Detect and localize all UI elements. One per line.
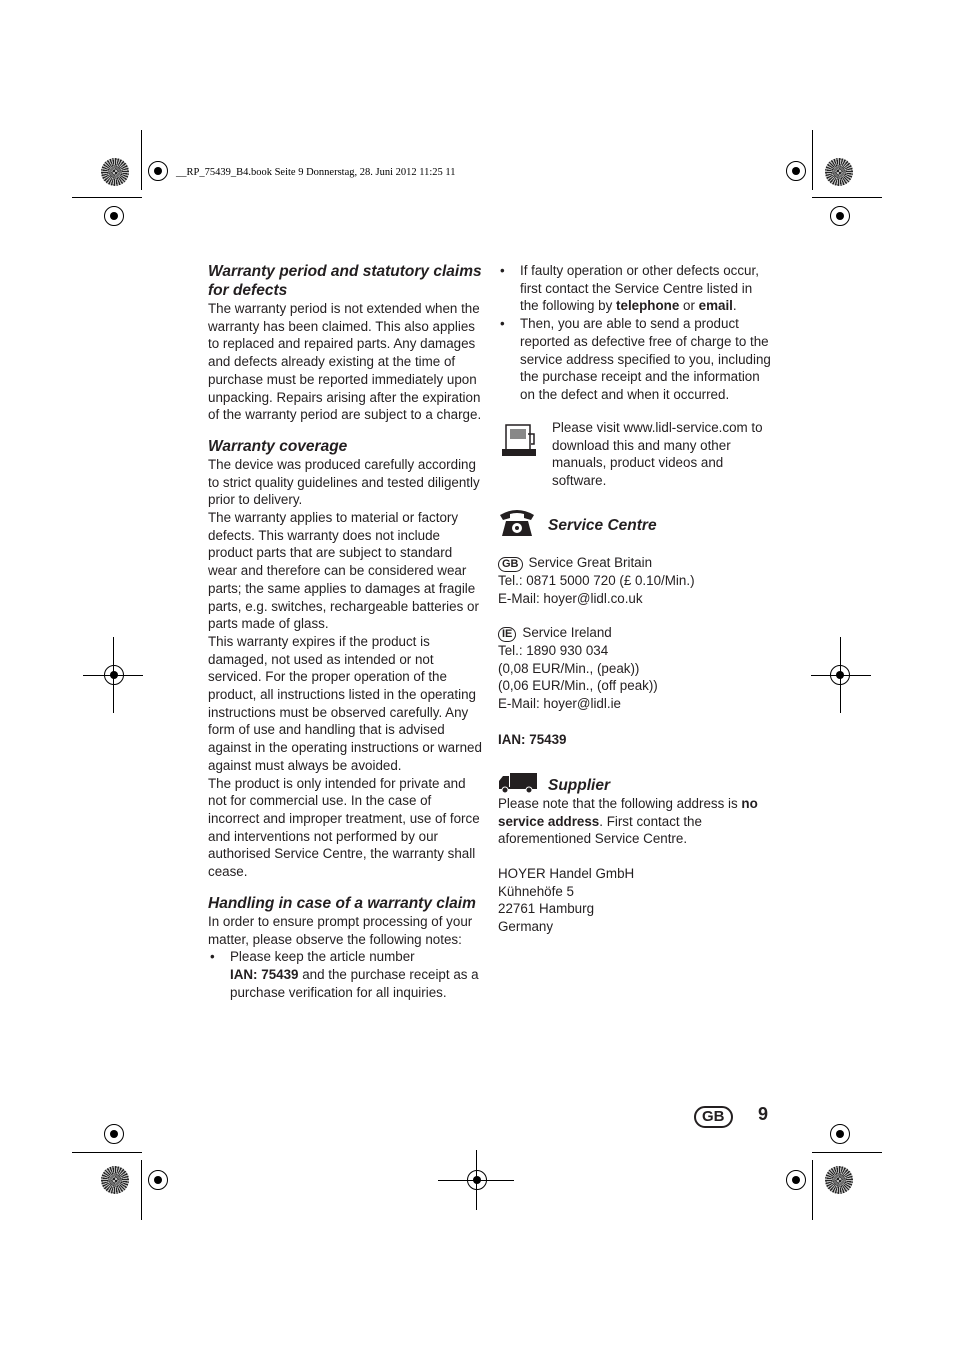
- ie-email: E-Mail: hoyer@lidl.ie: [498, 696, 621, 712]
- service-gb: GB Service Great Britain Tel.: 0871 5000 720 (£ 0.10/Min.) E-Mail: hoyer@lidl.co.uk: [498, 554, 773, 607]
- crop-mark: [812, 1152, 882, 1153]
- registration-mark-icon: [148, 1170, 168, 1190]
- page-number: 9: [758, 1104, 769, 1124]
- ie-rate-offpeak: (0,06 EUR/Min., (off peak)): [498, 678, 658, 694]
- list-item: • If faulty operation or other defects occur, first contact the Service Centre listed in the following by telephone or email.: [498, 262, 773, 315]
- crop-mark: [812, 1160, 813, 1220]
- ie-telephone: Tel.: 1890 930 034: [498, 643, 609, 658]
- right-column: [498, 262, 773, 404]
- crop-mark: [141, 1160, 142, 1220]
- registration-mark-icon: [148, 161, 168, 181]
- crop-mark: [812, 197, 882, 198]
- gb-telephone: Tel.: 0871 5000 720 (£ 0.10/Min.): [498, 573, 695, 588]
- print-slug: __RP_75439_B4.book Seite 9 Donnerstag, 28. Juni 2012 11:25 11: [176, 167, 456, 178]
- heading-warranty-claim: Handling in case of a warranty claim: [208, 894, 476, 912]
- heading-warranty-period: Warranty period and statutory claims for defects: [208, 263, 482, 299]
- claim-notes-list: [208, 948, 483, 1001]
- crop-mark: [72, 197, 142, 198]
- crop-mark: [840, 637, 841, 713]
- claim-intro: In order to ensure prompt processing of your matter, please observe the following notes:: [208, 913, 473, 947]
- coverage-text: The device was produced carefully according to strict quality guidelines and tested diligently prior to delivery.: [208, 456, 480, 508]
- ian-number: IAN: 75439: [498, 732, 567, 747]
- registration-mark-icon: [786, 1170, 806, 1190]
- registration-mark-icon: [830, 1124, 850, 1144]
- coverage-text: The warranty applies to material or factory defects. This warranty does not include product parts that are subject to standard wear and therefore can be considered wear parts; the same applies to damages at fragile parts, e.g. switches, rechargeable batteries or parts made of glass.: [208, 510, 479, 632]
- gb-flag-badge: GB: [498, 557, 523, 572]
- list-item: • Then, you are able to send a product reported as defective free of charge to the service address specified to you, including the purchase receipt and the information on the defect and when it occurred.: [498, 315, 773, 404]
- color-rosette-icon: [101, 1166, 129, 1194]
- claim-notes-list: [498, 262, 773, 404]
- ie-flag-badge: IE: [498, 627, 516, 642]
- color-rosette-icon: [825, 1166, 853, 1194]
- crop-mark: [113, 637, 114, 713]
- supplier-address: HOYER Handel GmbH Kühnehöfe 5 22761 Hamburg Germany: [498, 866, 635, 935]
- ie-rate-peak: (0,08 EUR/Min., (peak)): [498, 660, 640, 676]
- crop-mark: [141, 130, 142, 190]
- coverage-text: This warranty expires if the product is damaged, not used as intended or not serviced. For the proper operation of the product, all instructions listed in the operating instructions must be observed carefully. Any form of use and handling that is advised against in the operating instructions or warned against must always be avoided.: [208, 633, 482, 773]
- registration-mark-icon: [104, 1124, 124, 1144]
- registration-mark-icon: [830, 206, 850, 226]
- truck-icon: [498, 772, 538, 794]
- crop-mark: [812, 130, 813, 190]
- gb-email: E-Mail: hoyer@lidl.co.uk: [498, 590, 643, 606]
- service-ie: IE Service Ireland Tel.: 1890 930 034 (0,08 EUR/Min., (peak)) (0,06 EUR/Min., (off peak)) E-Mail: hoyer@lidl.ie: [498, 624, 773, 713]
- registration-mark-icon: [104, 206, 124, 226]
- crop-mark: [476, 1150, 477, 1210]
- color-rosette-icon: [825, 158, 853, 186]
- registration-mark-icon: [786, 161, 806, 181]
- heading-warranty-coverage: Warranty coverage: [208, 437, 348, 455]
- list-item: • Please keep the article number IAN: 75439 and the purchase receipt as a purchase verification for all inquiries.: [208, 948, 483, 1001]
- heading-supplier: Supplier: [548, 777, 611, 794]
- language-badge: GB: [694, 1106, 733, 1128]
- telephone-icon: [498, 507, 536, 537]
- heading-service-centre: Service Centre: [548, 517, 657, 534]
- download-manual-icon: [500, 422, 538, 458]
- lidl-service-note: Please visit www.lidl-service.com to download this and many other manuals, product videos and software.: [552, 420, 763, 489]
- left-column: [208, 262, 483, 1001]
- crop-mark: [72, 1152, 142, 1153]
- warranty-period-text: The warranty period is not extended when the warranty has been claimed. This also applies to replaced and repaired parts. Any damages and defects already existing at the time of purchase must be reported immediately upon unpacking. Repairs arising after the expiration of the warranty period are subject to a charge.: [208, 301, 482, 423]
- supplier-note: Please note that the following address is no service address. First contact the aforementioned Service Centre.: [498, 796, 758, 847]
- color-rosette-icon: [101, 158, 129, 186]
- coverage-text: The product is only intended for private and not for commercial use. In the case of incorrect and improper treatment, use of force and interventions not performed by our authorised Service Centre, the warranty shall cease.: [208, 775, 480, 880]
- crop-mark: [811, 675, 871, 676]
